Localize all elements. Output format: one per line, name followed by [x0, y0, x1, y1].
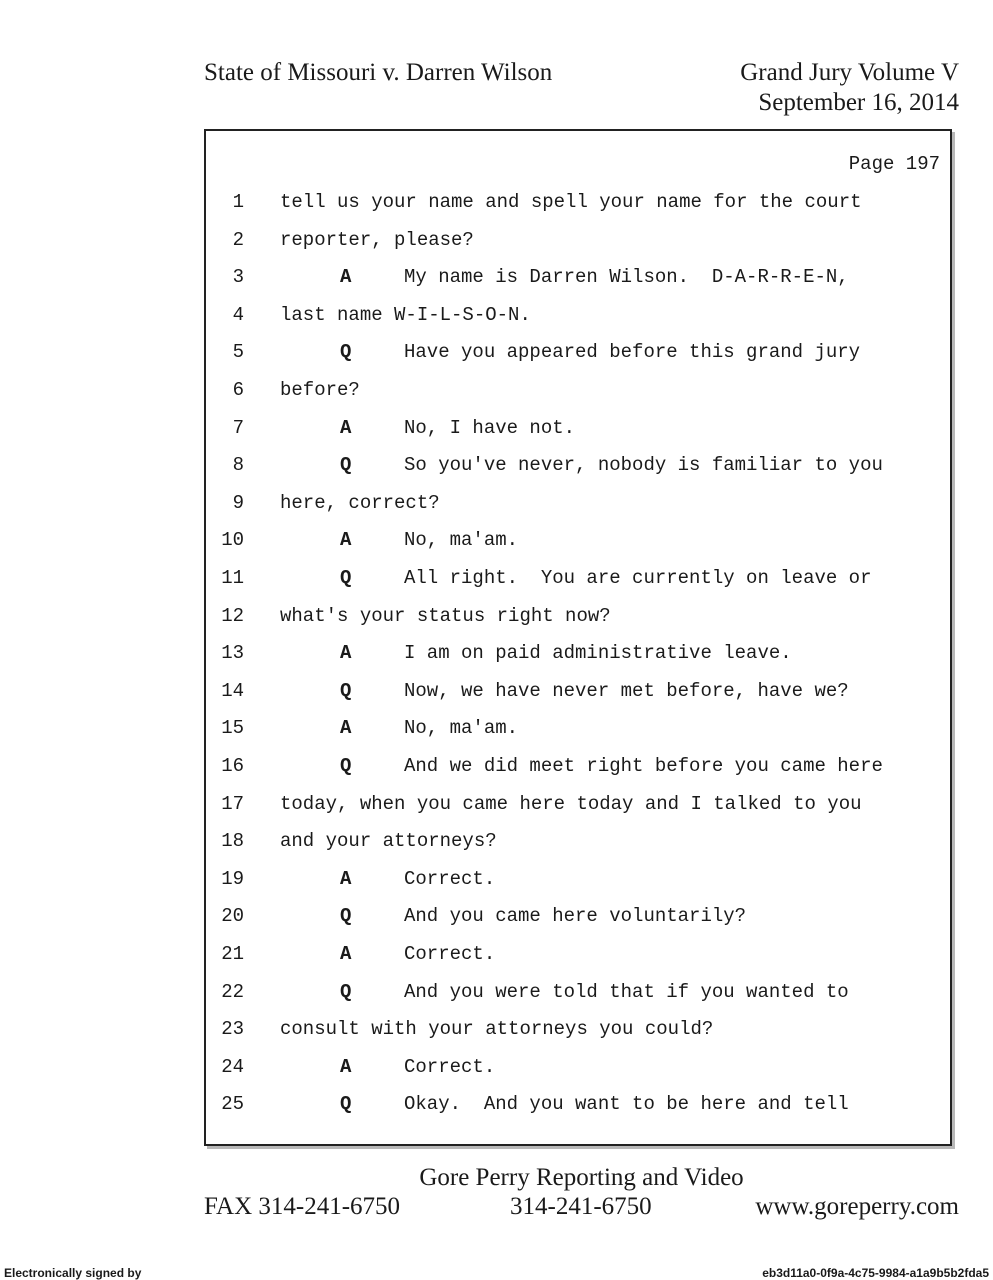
question-marker: Q — [340, 341, 352, 364]
question-marker: Q — [340, 567, 352, 589]
signature-hash: eb3d11a0-0f9a-4c75-9984-a1a9b5b2fda5 — [762, 1266, 989, 1280]
transcript-line — [206, 977, 946, 1007]
line-number: 5 — [232, 341, 244, 364]
line-text: No, I have not. — [404, 416, 576, 439]
reporting-company: Gore Perry Reporting and Video — [419, 1164, 744, 1191]
fax-number: FAX 314-241-6750 — [204, 1193, 401, 1220]
answer-marker: A — [340, 529, 352, 552]
question-marker: Q — [340, 980, 352, 1003]
transcript-line — [206, 676, 946, 706]
line-text: My name is Darren Wilson. D-A-R-R-E-N, — [404, 266, 849, 289]
line-number: 17 — [221, 792, 244, 815]
line-number: 10 — [221, 529, 244, 552]
line-number: 6 — [232, 379, 244, 401]
website-link[interactable]: www.goreperry.com — [755, 1193, 959, 1220]
transcript-line — [206, 337, 946, 367]
answer-marker: A — [340, 943, 352, 965]
line-number: 20 — [221, 905, 244, 928]
line-number: 15 — [221, 717, 244, 740]
line-text: So you've never, nobody is familiar to you — [404, 454, 883, 477]
line-text: Correct. — [404, 867, 496, 890]
answer-marker: A — [340, 642, 352, 665]
line-text: Okay. And you want to be here and tell — [404, 1093, 849, 1116]
line-text: and your attorneys? — [280, 830, 497, 853]
line-number: 2 — [232, 228, 244, 251]
line-number: 12 — [221, 604, 244, 627]
answer-marker: A — [340, 266, 352, 289]
transcript-line — [206, 262, 946, 292]
transcript-line — [206, 488, 946, 518]
answer-marker: A — [340, 416, 352, 439]
transcript-line — [206, 713, 946, 743]
line-text: And you were told that if you wanted to — [404, 980, 849, 1003]
transcript-line — [206, 751, 946, 781]
line-text: reporter, please? — [280, 228, 474, 251]
transcript-line — [206, 563, 946, 593]
hearing-date: September 16, 2014 — [758, 89, 959, 116]
transcript-line — [206, 789, 946, 819]
line-number: 8 — [232, 454, 244, 477]
transcript-line — [206, 300, 946, 330]
line-number: 24 — [221, 1055, 244, 1078]
answer-marker: A — [340, 717, 352, 740]
line-text: Correct. — [404, 943, 496, 965]
line-text: And we did meet right before you came here — [404, 755, 883, 777]
line-number: 19 — [221, 867, 244, 890]
transcript-line — [206, 601, 946, 631]
line-text: No, ma'am. — [404, 717, 519, 740]
transcript-page — [204, 129, 952, 1146]
line-number: 11 — [221, 567, 244, 589]
volume-label: Grand Jury Volume V — [740, 59, 959, 86]
transcript-line — [206, 939, 946, 969]
line-text: Correct. — [404, 1055, 496, 1078]
line-number: 7 — [232, 416, 244, 439]
transcript-line — [206, 826, 946, 856]
line-number: 21 — [221, 943, 244, 965]
line-number: 22 — [221, 980, 244, 1003]
question-marker: Q — [340, 755, 352, 777]
signature-label: Electronically signed by — [4, 1266, 142, 1280]
line-number: 3 — [232, 266, 244, 289]
line-number: 1 — [232, 191, 244, 213]
line-number: 16 — [221, 755, 244, 777]
transcript-line — [206, 375, 946, 405]
line-text: I am on paid administrative leave. — [404, 642, 792, 665]
transcript-line — [206, 225, 946, 255]
transcript-line — [206, 525, 946, 555]
line-text: today, when you came here today and I talked to you — [280, 792, 862, 815]
transcript-line — [206, 1014, 946, 1044]
header-right — [740, 58, 959, 118]
transcript-line — [206, 638, 946, 668]
transcript-line — [206, 1089, 946, 1119]
line-text: Now, we have never met before, have we? — [404, 679, 849, 702]
line-text: last name W-I-L-S-O-N. — [280, 303, 531, 326]
question-marker: Q — [340, 1093, 352, 1116]
line-number: 18 — [221, 830, 244, 853]
line-number: 14 — [221, 679, 244, 702]
line-text: No, ma'am. — [404, 529, 519, 552]
line-text: Have you appeared before this grand jury — [404, 341, 861, 364]
transcript-line — [206, 450, 946, 480]
transcript-line — [206, 413, 946, 443]
case-title: State of Missouri v. Darren Wilson — [204, 59, 553, 86]
line-text: All right. You are currently on leave or — [404, 567, 872, 589]
line-text: here, correct? — [280, 491, 440, 514]
line-number: 13 — [221, 642, 244, 665]
line-number: 9 — [232, 491, 244, 514]
line-number: 4 — [232, 303, 244, 326]
line-text: tell us your name and spell your name for the court — [280, 191, 862, 213]
transcript-line — [206, 1052, 946, 1082]
question-marker: Q — [340, 679, 352, 702]
answer-marker: A — [340, 1055, 352, 1078]
transcript-line — [206, 864, 946, 894]
line-text: And you came here voluntarily? — [404, 905, 747, 928]
line-number: 23 — [221, 1018, 244, 1041]
page-number: Page 197 — [848, 153, 940, 175]
question-marker: Q — [340, 905, 352, 928]
answer-marker: A — [340, 867, 352, 890]
line-text: what's your status right now? — [280, 604, 611, 627]
transcript-line — [206, 901, 946, 931]
line-number: 25 — [221, 1093, 244, 1116]
line-text: before? — [280, 379, 360, 401]
line-text: consult with your attorneys you could? — [280, 1018, 714, 1041]
phone-number: 314-241-6750 — [510, 1193, 652, 1220]
question-marker: Q — [340, 454, 352, 477]
transcript-line — [206, 187, 946, 217]
